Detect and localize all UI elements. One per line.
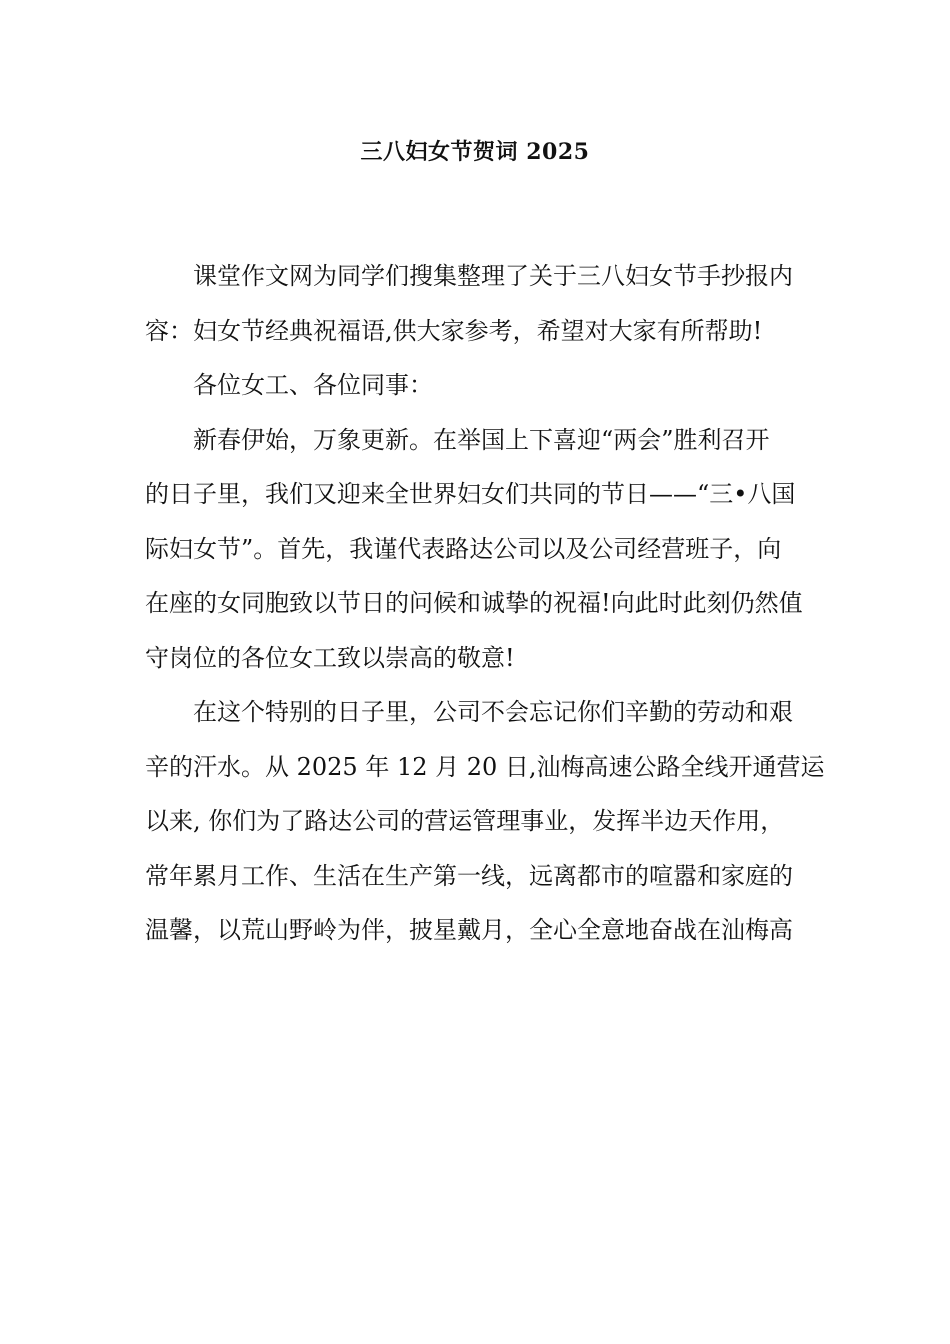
text-line: 温馨，以荒山野岭为伴，披星戴月，全心全意地奋战在汕梅高 [145, 916, 793, 944]
text-line: 常年累月工作、生活在生产第一线，远离都市的喧嚣和家庭的 [145, 861, 793, 890]
text-line: 新春伊始，万象更新。在举国上下喜迎“两会”胜利召开 [193, 425, 770, 454]
text-line: 的日子里，我们又迎来全世界妇女们共同的节日——“三•八国 [145, 480, 796, 508]
paragraph-intro [145, 258, 807, 367]
text-line: 容：妇女节经典祝福语,供大家参考，希望对大家有所帮助! [145, 316, 763, 345]
document-title: 三八妇女节贺词 2025 [360, 139, 590, 165]
document-body [145, 258, 825, 967]
text-line: 课堂作文网为同学们搜集整理了关于三八妇女节手抄报内 [193, 262, 793, 290]
text-line: 在这个特别的日子里，公司不会忘记你们辛勤的劳动和艰 [193, 698, 793, 726]
text-line: 守岗位的各位女工致以崇高的敬意! [145, 643, 515, 672]
text-line: 各位女工、各位同事： [193, 371, 433, 399]
paragraph-greeting [145, 422, 807, 695]
text-line: 以来, 你们为了路达公司的营运管理事业，发挥半边天作用， [145, 807, 785, 835]
text-line: 辛的汗水。从 2025 年 12 月 20 日,汕梅高速公路全线开通营运 [145, 752, 825, 781]
text-line: 在座的女同胞致以节日的问候和诚挚的祝福!向此时此刻仍然值 [145, 589, 803, 617]
paragraph-appreciation [145, 694, 825, 967]
paragraph-salutation [145, 367, 807, 422]
text-line: 际妇女节”。首先，我谨代表路达公司以及公司经营班子，向 [145, 534, 782, 563]
